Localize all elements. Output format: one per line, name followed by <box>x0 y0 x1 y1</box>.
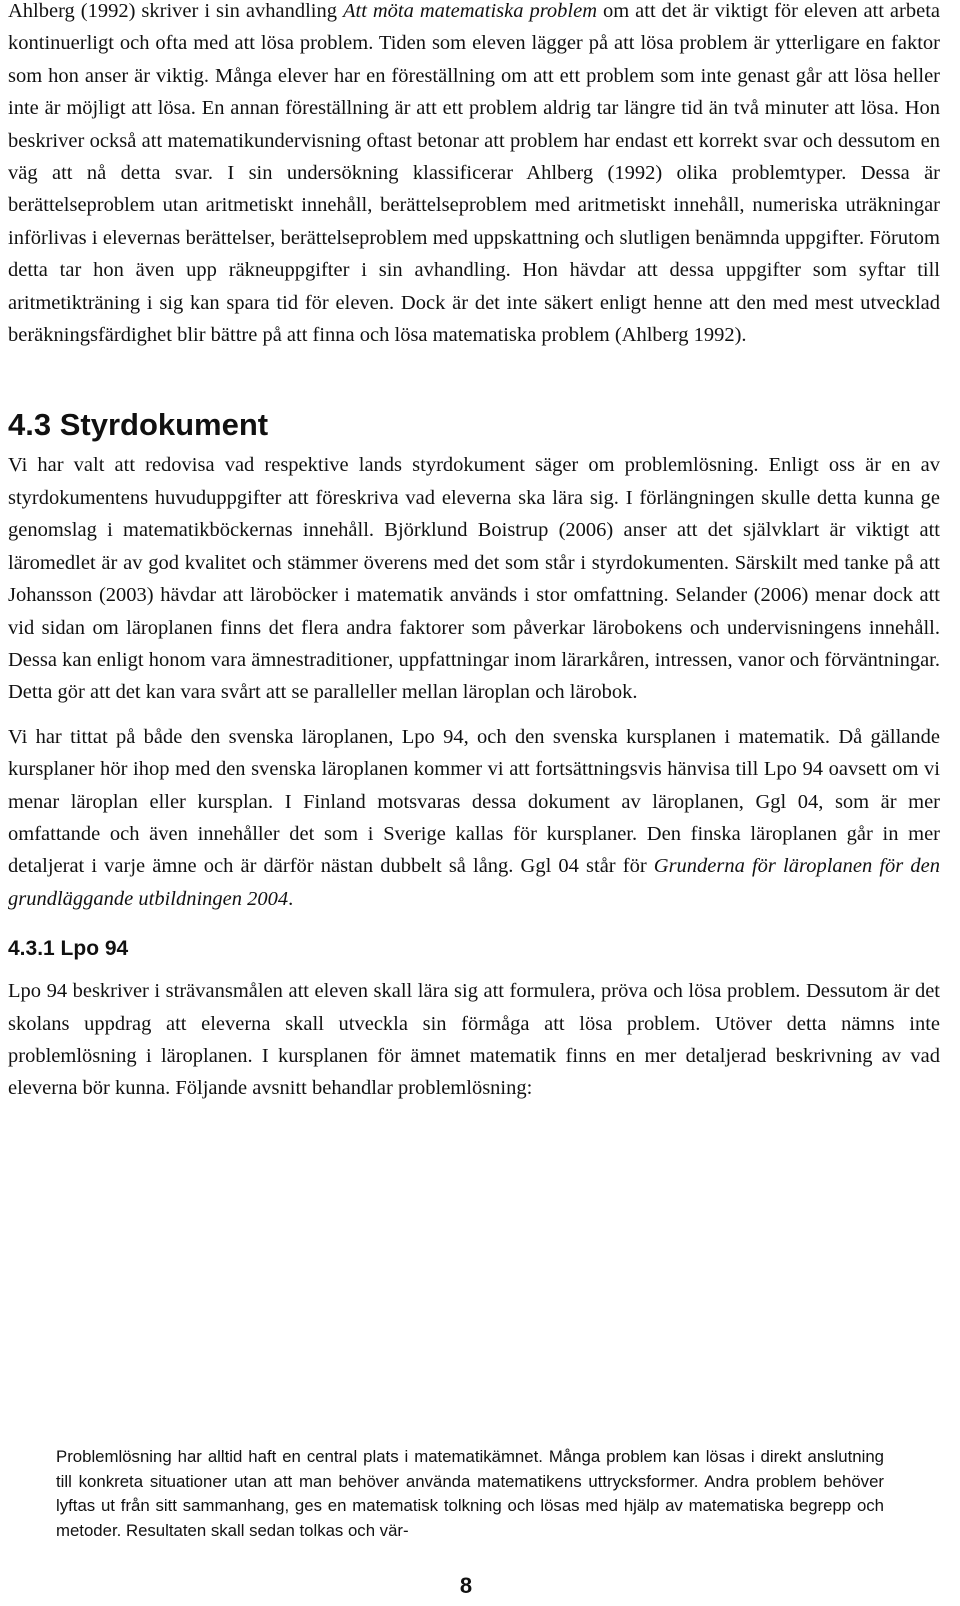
paragraph-lpo94: Lpo 94 beskriver i strävansmålen att eleven skall lära sig att formulera, pröva och lösa problem. Dessutom är det skolans uppdrag att eleverna skall utveckla sin förmåga att lösa problem. Utöver detta nämns inte problemlösning i läroplanen. I kursplanen för ämnet matematik finns en mer detaljerad beskrivning av vad eleverna bör kunna. Följande avsnitt behandlar problemlösning: <box>8 980 940 1100</box>
section-heading: 4.3 Styrdokument <box>8 407 269 443</box>
italic-title: Att möta matematiska problem <box>342 0 598 22</box>
text-run: om att det är viktigt för eleven att arbeta kontinuerligt och ofta med att lösa problem. Tiden som eleven lägger på att lösa problem är ytterligare en faktor som hon anser är viktig. Många elever har en föreställning om att ett problem som inte genast går att lösa heller inte är möjligt att lösa. En annan föreställning är att ett problem aldrig tar längre tid än två minuter att lösa. Hon beskriver också att matematikundervisning oftast betonar att problem har endast ett korrekt svar och dessutom en väg att nå detta svar. I sin undersökning klassificerar Ahlberg (1992) olika problemtyper. Dessa är berättelseproblem utan aritmetiskt innehåll, berättelseproblem med aritmetiskt innehåll, numeriska uträkningar införlivas i elevernas berättelser, berättelseproblem med uppskattning och slutligen benämnda uppgifter. Förutom detta tar hon även upp räkneuppgifter i sin avhandling. Hon hävdar att dessa uppgifter som syftar till aritmetikträning i sig kan spara tid för eleven. Dock är det inte säkert enligt henne att den med mest utvecklad beräkningsfärdighet blir bättre på att finna och lösa matematiska problem (Ahlberg 1992). <box>8 0 940 347</box>
paragraph-ahlberg <box>8 0 940 351</box>
text-run: Vi har tittat på både den svenska läroplanen, Lpo 94, och den svenska kursplanen i matematik. Då gällande kursplaner hör ihop med den svenska läroplanen kommer vi att fortsättningsvis hänvisa till Lpo 94 oavsett om vi menar läroplan eller kursplan. I Finland motsvaras dessa dokument av läroplanen, Ggl 04, som är mer omfattande och även innehåller det som i Sverige kallas för kursplaner. Den finska läroplanen går in mer detaljerat i varje ämne och är därför nästan dubbelt så lång. Ggl 04 står för <box>8 725 940 878</box>
text-run: Ahlberg (1992) skriver i sin avhandling <box>8 0 343 22</box>
block-quote: Problemlösning har alltid haft en central plats i matematikämnet. Många problem kan lösas i direkt anslutning till konkreta situationer utan att man behöver använda matematikens uttrycksformer. Andra problem behöver lyftas ut från sitt sammanhang, ges en matematisk tolkning och lösas med hjälp av matematiska begrepp och metoder. Resultaten skall sedan tolkas och vär- <box>56 1447 884 1540</box>
italic-title: Grunderna för läroplanen för den grundläggande utbildningen 2004 <box>8 855 940 910</box>
subsection-heading: 4.3.1 Lpo 94 <box>8 937 129 961</box>
paragraph-laroplaner <box>8 721 940 915</box>
page-number: 8 <box>459 1573 473 1598</box>
document-page <box>8 0 940 1105</box>
text-run: . <box>288 887 294 910</box>
paragraph-styrdokument: Vi har valt att redovisa vad respektive lands styrdokument säger om problemlösning. Enligt oss är en av styrdokumentens huvuduppgifter att föreskriva vad eleverna ska lära sig. I förlängningen skulle detta kunna ge genomslag i matematikböckernas innehåll. Björklund Boistrup (2006) anser att det självklart är viktigt att läromedlet är av god kvalitet och stämmer överens med det som står i styrdokumenten. Särskilt med tanke på att Johansson (2003) hävdar att läroböcker i matematik används i stor omfattning. Selander (2006) menar dock att vid sidan om läroplanen finns det flera andra faktorer som påverkar lärobokens och undervisningens innehåll. Dessa kan enligt honom vara ämnestraditioner, uppfattningar inom lärarkåren, intressen, vanor och förväntningar. Detta gör att det kan vara svårt att se paralleller mellan läroplan och lärobok. <box>8 454 940 704</box>
